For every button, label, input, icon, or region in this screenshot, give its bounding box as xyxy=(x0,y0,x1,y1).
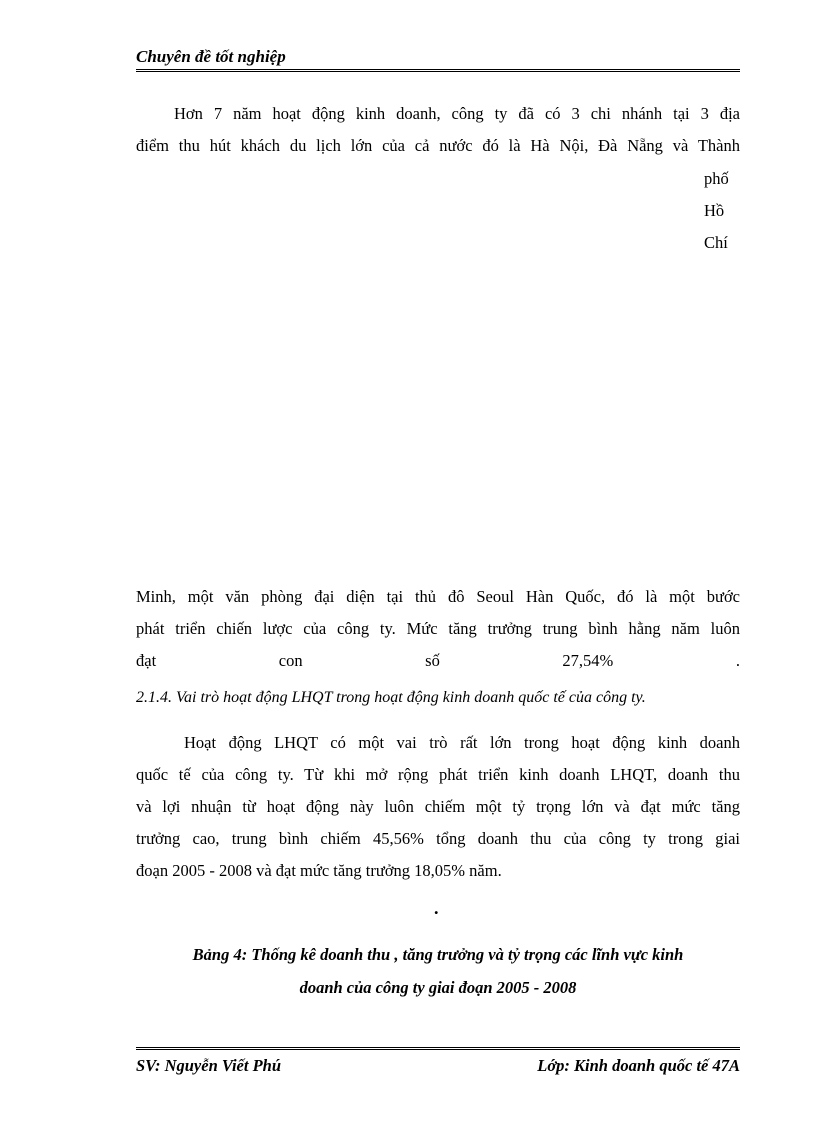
spread-word: số xyxy=(425,651,440,670)
stray-dot: . xyxy=(434,898,439,918)
footer-divider xyxy=(136,1047,740,1050)
table-caption-line: doanh của công ty giai đoạn 2005 - 2008 xyxy=(299,978,577,997)
spread-word: đạt xyxy=(136,651,157,670)
spread-word: con xyxy=(278,651,303,670)
paragraph-line: và lợi nhuận từ hoạt động này luôn chiếm một tỷ trọng lớn và đạt mức tăng xyxy=(136,797,740,816)
footer-class-name: Lớp: Kinh doanh quốc tế 47A xyxy=(537,1056,740,1075)
paragraph-line: trưởng cao, trung bình chiếm 45,56% tổng doanh thu của công ty trong giai xyxy=(136,829,740,848)
paragraph-line: phát triển chiến lược của công ty. Mức tăng trưởng trung bình hằng năm luôn xyxy=(136,619,740,638)
paragraph-line: quốc tế của công ty. Từ khi mở rộng phát triển kinh doanh LHQT, doanh thu xyxy=(136,765,740,784)
table-caption xyxy=(136,938,740,1004)
paragraph-branches-intro xyxy=(136,98,740,162)
footer-student-name: SV: Nguyễn Viết Phú xyxy=(136,1056,282,1075)
spread-word: 27,54% xyxy=(562,651,614,670)
paragraph-lhqt-role xyxy=(136,727,740,887)
paragraph-line-spread xyxy=(136,645,740,677)
paragraph-branches-continued xyxy=(136,581,740,677)
stack-word: Chí xyxy=(704,233,728,252)
section-heading: 2.1.4. Vai trò hoạt động LHQT trong hoạt động kinh doanh quốc tế của công ty. xyxy=(136,689,646,706)
spread-word: . xyxy=(735,651,740,670)
paragraph-line: Minh, một văn phòng đại diện tại thủ đô Seoul Hàn Quốc, đó là một bước xyxy=(136,587,740,606)
table-caption-line: Bảng 4: Thống kê doanh thu , tăng trưởng và tỷ trọng các lĩnh vực kinh xyxy=(192,945,684,964)
page-header-title: Chuyên đề tốt nghiệp xyxy=(136,47,286,66)
paragraph-line: Hơn 7 năm hoạt động kinh doanh, công ty đã có 3 chi nhánh tại 3 địa xyxy=(174,104,740,123)
paragraph-line: Hoạt động LHQT có một vai trò rất lớn trong hoạt động kinh doanh xyxy=(184,733,740,752)
stack-word: phố xyxy=(704,169,729,188)
stack-word: Hồ xyxy=(704,201,725,220)
header-divider xyxy=(136,69,740,72)
paragraph-line: đoạn 2005 - 2008 và đạt mức tăng trưởng 18,05% năm. xyxy=(136,861,502,880)
wrapped-word-stack xyxy=(704,163,729,259)
paragraph-line: điểm thu hút khách du lịch lớn của cả nước đó là Hà Nội, Đà Nẵng và Thành xyxy=(136,136,740,155)
